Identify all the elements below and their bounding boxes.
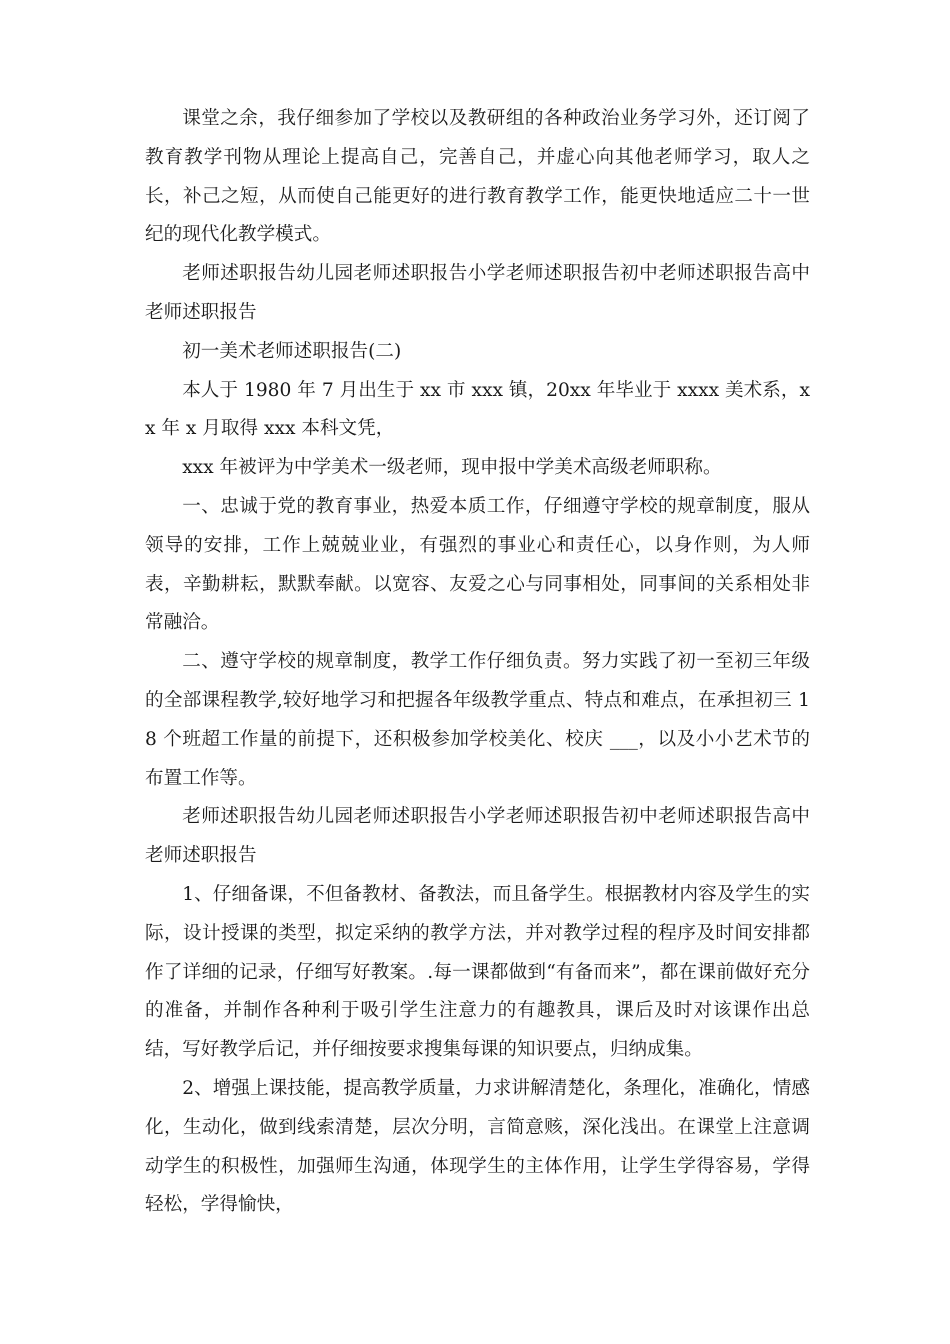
paragraph-title-application: xxx 年被评为中学美术一级老师，现申报中学美术高级老师职称。 (182, 457, 722, 479)
paragraph-item-2: 2、增强上课技能，提高教学质量，力求讲解清楚化，条理化，准确化，情感化，生动化，做到线索清楚，层次分明，言简意赅，深化浅出。在课堂上注意调动学生的积极性，加强师生沟通，体现学生的主体作用，让学生学得容易，学得轻松，学得愉快， (145, 1077, 810, 1216)
paragraph-study: 课堂之余，我仔细参加了学校以及教研组的各种政治业务学习外，还订阅了教育教学刊物从理论上提高自己，完善自己，并虚心向其他老师学习，取人之长，补己之短，从而使自己能更好的进行教育教学工作，能更快地适应二十一世纪的现代化教学模式。 (145, 108, 810, 246)
paragraph-keywords-2: 老师述职报告幼儿园老师述职报告小学老师述职报告初中老师述职报告高中老师述职报告 (145, 806, 810, 867)
paragraph-point-two: 二、遵守学校的规章制度，教学工作仔细负责。努力实践了初一至初三年级的全部课程教学,较好地学习和把握各年级教学重点、特点和难点，在承担初三 18 个班超工作量的前提下，还积极参加学校美化、校庆 ___，以及小小艺术节的布置工作等。 (145, 651, 810, 789)
section-heading: 初一美术老师述职报告(二) (182, 340, 402, 362)
paragraph-keywords-1: 老师述职报告幼儿园老师述职报告小学老师述职报告初中老师述职报告高中老师述职报告 (145, 263, 810, 323)
paragraph-point-one: 一、忠诚于党的教育事业，热爱本质工作，仔细遵守学校的规章制度，服从领导的安排，工作上兢兢业业，有强烈的事业心和责任心，以身作则，为人师表，辛勤耕耘，默默奉献。以宽容、友爱之心与同事相处，同事间的关系相处非常融洽。 (145, 495, 810, 634)
paragraph-item-1: 1、仔细备课，不但备教材、备教法，而且备学生。根据教材内容及学生的实际，设计授课的类型，拟定采纳的教学方法，并对教学过程的程序及时间安排都作了详细的记录，仔细写好教案。.每一课都做到“有备而来”，都在课前做好充分的准备，并制作各种利于吸引学生注意力的有趣教具，课后及时对该课作出总结，写好教学后记，并仔细按要求搜集每课的知识要点，归纳成集。 (145, 883, 810, 1061)
paragraph-bio: 本人于 1980 年 7 月出生于 xx 市 xxx 镇，20xx 年毕业于 xxxx 美术系，xx 年 x 月取得 xxx 本科文凭， (145, 379, 810, 440)
document-body (145, 100, 810, 1225)
